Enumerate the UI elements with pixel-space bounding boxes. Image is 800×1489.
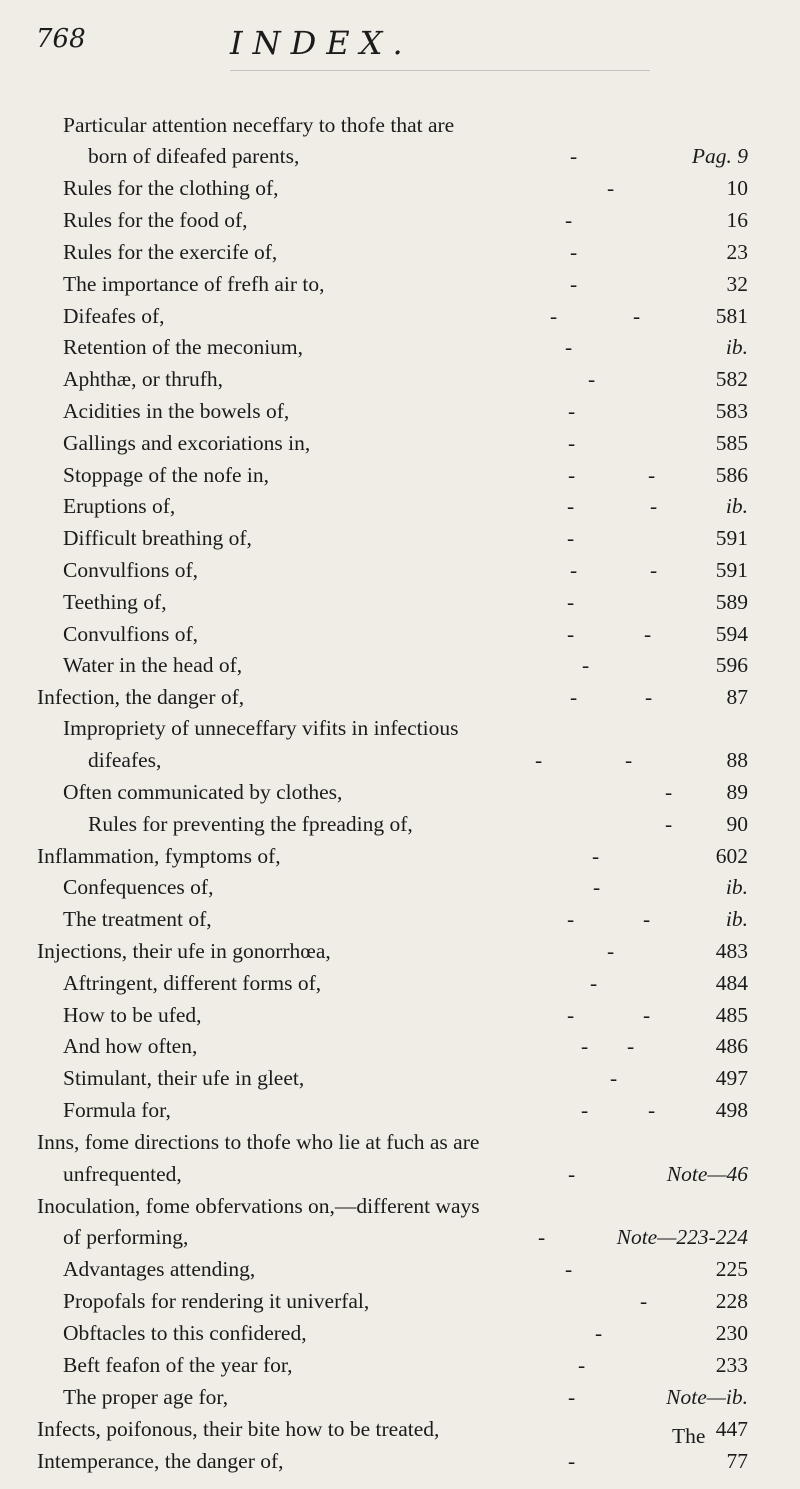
page-reference: 89 [726,780,748,804]
page-reference: 484 [715,971,748,995]
leader-dash: - [570,240,578,264]
leader-dash: - [568,1162,576,1186]
index-entry [0,712,800,744]
index-entry [0,236,800,268]
leader-dash: - [627,1034,635,1058]
index-entry [0,522,800,554]
index-entry [0,618,800,650]
page-reference: 582 [715,367,748,391]
index-entry [0,490,800,522]
leader-dash: - [643,1003,651,1027]
entry-text: How to be ufed, [63,1003,202,1027]
page-reference: 602 [715,844,748,868]
page-reference: 77 [726,1449,748,1473]
index-entry [0,935,800,967]
leader-dash: - [607,176,615,200]
entry-text: Water in the head of, [63,653,243,677]
entry-text: Advantages attending, [63,1257,256,1281]
leader-dash: - [588,367,596,391]
leader-dash: - [640,1289,648,1313]
leader-dash: - [568,1385,576,1409]
index-entry [0,1317,800,1349]
index-entry [0,1158,800,1190]
entry-text: The treatment of, [63,907,212,931]
index-entry [0,1094,800,1126]
leader-dash: - [550,304,558,328]
entry-text: Retention of the meconium, [63,335,304,359]
leader-dash: - [538,1225,546,1249]
entry-text: Inoculation, fome obfervations on,—different ways [37,1194,480,1218]
entry-text: Aftringent, different forms of, [63,971,322,995]
page-reference: 228 [715,1289,748,1313]
entry-text: born of difeafed parents, [88,144,300,168]
page-reference: 447 [715,1417,748,1441]
page-reference: Note—ib. [666,1385,748,1409]
index-entry [0,554,800,586]
page-reference: 591 [715,526,748,550]
entry-text: Injections, their ufe in gonorrhœa, [37,939,331,963]
page-reference: 10 [726,176,748,200]
index-entry [0,1126,800,1158]
entry-text: difeafes, [88,748,162,772]
leader-dash: - [570,272,578,296]
leader-dash: - [570,144,578,168]
index-entry [0,204,800,236]
entry-text: Impropriety of unneceffary vifits in infectious [63,716,459,740]
page-reference: 585 [715,431,748,455]
leader-dash: - [570,685,578,709]
leader-dash: - [593,875,601,899]
page-reference: 230 [715,1321,748,1345]
index-entry [0,1253,800,1285]
index-entry [0,1062,800,1094]
entry-text: The proper age for, [63,1385,229,1409]
page-number: 768 [36,24,86,54]
index-entry [0,268,800,300]
page-reference: 486 [715,1034,748,1058]
page-reference: 233 [715,1353,748,1377]
entry-text: And how often, [63,1034,198,1058]
page-reference: Note—223-224 [616,1225,748,1249]
index-entry [0,363,800,395]
entry-text: Difeafes of, [63,304,165,328]
leader-dash: - [567,1003,575,1027]
leader-dash: - [648,1098,656,1122]
leader-dash: - [665,812,673,836]
entry-text: unfrequented, [63,1162,182,1186]
entry-text: Particular attention neceffary to thofe that are [63,113,455,137]
leader-dash: - [581,1098,589,1122]
page-reference: 88 [726,748,748,772]
index-entry [0,427,800,459]
leader-dash: - [665,780,673,804]
leader-dash: - [565,208,573,232]
index-entry [0,331,800,363]
entry-text: Stoppage of the nofe in, [63,463,269,487]
entry-text: Convulfions of, [63,558,198,582]
index-entry [0,967,800,999]
entry-text: Inns, fome directions to thofe who lie at fuch as are [37,1130,480,1154]
leader-dash: - [650,558,658,582]
entry-text: Rules for preventing the fpreading of, [88,812,413,836]
index-entry [0,109,800,141]
entry-text: Intemperance, the danger of, [37,1449,284,1473]
entry-text: Stimulant, their ufe in gleet, [63,1066,305,1090]
page-reference: ib. [725,875,748,899]
page-reference: 497 [715,1066,748,1090]
index-entry [0,1285,800,1317]
entry-text: Propofals for rendering it univerfal, [63,1289,370,1313]
page-title: INDEX. [230,24,413,62]
leader-dash: - [567,907,575,931]
leader-dash: - [648,463,656,487]
entry-text: Confequences of, [63,875,214,899]
index-entry [0,871,800,903]
leader-dash: - [643,907,651,931]
leader-dash: - [592,844,600,868]
entry-text: Rules for the clothing of, [63,176,279,200]
entry-text: Acidities in the bowels of, [63,399,290,423]
index-entry [0,903,800,935]
leader-dash: - [567,526,575,550]
leader-dash: - [625,748,633,772]
leader-dash: - [590,971,598,995]
leader-dash: - [567,494,575,518]
index-entry [0,395,800,427]
page-reference: Note—46 [666,1162,748,1186]
index-entry [0,808,800,840]
leader-dash: - [607,939,615,963]
entry-text: Often communicated by clothes, [63,780,343,804]
index-entry [0,1349,800,1381]
entry-text: Rules for the food of, [63,208,248,232]
index-entry [0,140,800,172]
page-reference: 23 [726,240,748,264]
leader-dash: - [565,1257,573,1281]
page-reference: 485 [715,1003,748,1027]
leader-dash: - [535,748,543,772]
page-reference: ib. [725,335,748,359]
page-reference: 594 [715,622,748,646]
page-reference: 498 [715,1098,748,1122]
index-entry [0,840,800,872]
leader-dash: - [568,431,576,455]
entry-text: Obftacles to this confidered, [63,1321,307,1345]
index-entry [0,1221,800,1253]
entry-text: Formula for, [63,1098,171,1122]
page-reference: 90 [726,812,748,836]
page-reference: 581 [715,304,748,328]
page-reference: 16 [726,208,748,232]
index-entry [0,999,800,1031]
index-entry [0,1381,800,1413]
catchword-text: The [672,1424,706,1448]
page-reference: 589 [715,590,748,614]
leader-dash: - [633,304,641,328]
entry-text: Eruptions of, [63,494,176,518]
leader-dash: - [567,622,575,646]
leader-dash: - [568,463,576,487]
leader-dash: - [645,685,653,709]
entry-text: Beft feafon of the year for, [63,1353,293,1377]
leader-dash: - [578,1353,586,1377]
entry-text: Infects, poifonous, their bite how to be treated, [37,1417,440,1441]
leader-dash: - [610,1066,618,1090]
index-entry [0,744,800,776]
leader-dash: - [565,335,573,359]
index-entry [0,459,800,491]
leader-dash: - [582,653,590,677]
page-reference: 32 [726,272,748,296]
index-entry [0,1030,800,1062]
index-entry [0,1190,800,1222]
index-entry [0,649,800,681]
index-entry [0,300,800,332]
entry-text: Inflammation, fymptoms of, [37,844,281,868]
index-entry [0,172,800,204]
page-reference: 586 [715,463,748,487]
entry-text: Aphthæ, or thrufh, [63,367,224,391]
entry-text: Infection, the danger of, [37,685,245,709]
page-header [0,24,800,74]
entry-text: Difficult breathing of, [63,526,252,550]
page-reference: 225 [715,1257,748,1281]
entry-text: Teething of, [63,590,167,614]
page-reference: 583 [715,399,748,423]
page-reference: ib. [725,494,748,518]
leader-dash: - [568,399,576,423]
entry-text: Convulfions of, [63,622,198,646]
leader-dash: - [595,1321,603,1345]
leader-dash: - [567,590,575,614]
entry-text: Gallings and excoriations in, [63,431,311,455]
index-entry [0,681,800,713]
leader-dash: - [650,494,658,518]
page-reference: 483 [715,939,748,963]
entry-text: The importance of frefh air to, [63,272,325,296]
leader-dash: - [644,622,652,646]
page-reference: 596 [715,653,748,677]
page-reference: 591 [715,558,748,582]
leader-dash: - [570,558,578,582]
page-reference: 87 [726,685,748,709]
leader-dash: - [568,1449,576,1473]
leader-dash: - [581,1034,589,1058]
entry-text: Rules for the exercife of, [63,240,278,264]
index-entry [0,776,800,808]
entry-text: of performing, [63,1225,189,1249]
header-rule [230,70,650,71]
index-entry [0,586,800,618]
page-reference: Pag. 9 [691,144,748,168]
page-reference: ib. [725,907,748,931]
